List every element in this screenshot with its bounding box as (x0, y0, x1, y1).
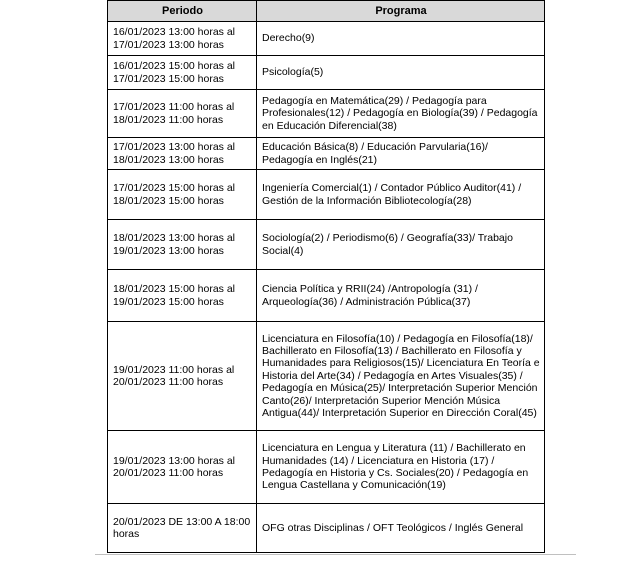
periodo-cell: 19/01/2023 11:00 horas al 20/01/2023 11:00 horas (108, 322, 257, 431)
periodo-cell: 17/01/2023 13:00 horas al 18/01/2023 13:00 horas (108, 138, 257, 170)
programa-cell: Licenciatura en Lengua y Literatura (11) / Bachillerato en Humanidades (14) / Licenciatura en Historia (17) / Pedagogía en Historia y Cs. Sociales(20) / Pedagogía en Lengua Castellana y Comunicación(19) (257, 431, 545, 504)
periodo-cell: 18/01/2023 13:00 horas al 19/01/2023 13:00 horas (108, 220, 257, 270)
table-row (108, 270, 545, 322)
periodo-cell: 20/01/2023 DE 13:00 A 18:00 horas (108, 504, 257, 553)
header-row (108, 1, 545, 22)
periodo-cell: 17/01/2023 11:00 horas al 18/01/2023 11:00 horas (108, 90, 257, 138)
table-row (108, 431, 545, 504)
table-row (108, 90, 545, 138)
programa-cell: Pedagogía en Matemática(29) / Pedagogía para Profesionales(12) / Pedagogía en Biología(39) / Pedagogía en Educación Diferencial(38) (257, 90, 545, 138)
programa-cell: Licenciatura en Filosofía(10) / Pedagogía en Filosofía(18)/ Bachillerato en Filosofía(13) / Bachillerato en Filosofía y Humanidades para Religiosos(15)/ Licenciatura En Teoría e Historia del Arte(34) / Pedagogía en Artes Visuales(35) / Pedagogía en Música(25)/ Interpretación Superior Mención Canto(26)/ Interpretación Superior Mención Música Antigua(44)/ Interpretación Superior en Dirección Coral(45) (257, 322, 545, 431)
header-periodo: Periodo (108, 1, 257, 22)
schedule-table (107, 0, 545, 553)
programa-cell: OFG otras Disciplinas / OFT Teológicos / Inglés General (257, 504, 545, 553)
periodo-cell: 17/01/2023 15:00 horas al 18/01/2023 15:00 horas (108, 170, 257, 220)
programa-cell: Psicología(5) (257, 56, 545, 90)
table-row (108, 56, 545, 90)
programa-cell: Educación Básica(8) / Educación Parvularia(16)/ Pedagogía en Inglés(21) (257, 138, 545, 170)
periodo-cell: 16/01/2023 15:00 horas al 17/01/2023 15:00 horas (108, 56, 257, 90)
periodo-cell: 16/01/2023 13:00 horas al 17/01/2023 13:00 horas (108, 22, 257, 56)
header-programa: Programa (257, 1, 545, 22)
programa-cell: Sociología(2) / Periodismo(6) / Geografía(33)/ Trabajo Social(4) (257, 220, 545, 270)
programa-cell: Ingeniería Comercial(1) / Contador Público Auditor(41) / Gestión de la Información Bibliotecología(28) (257, 170, 545, 220)
table-row (108, 22, 545, 56)
table-row (108, 504, 545, 553)
table-row (108, 170, 545, 220)
periodo-cell: 18/01/2023 15:00 horas al 19/01/2023 15:00 horas (108, 270, 257, 322)
table-row (108, 220, 545, 270)
periodo-cell: 19/01/2023 13:00 horas al 20/01/2023 11:00 horas (108, 431, 257, 504)
programa-cell: Ciencia Política y RRII(24) /Antropología (31) / Arqueología(36) / Administración Pública(37) (257, 270, 545, 322)
table-row (108, 322, 545, 431)
table-row (108, 138, 545, 170)
page-bottom-divider (95, 554, 576, 555)
programa-cell: Derecho(9) (257, 22, 545, 56)
